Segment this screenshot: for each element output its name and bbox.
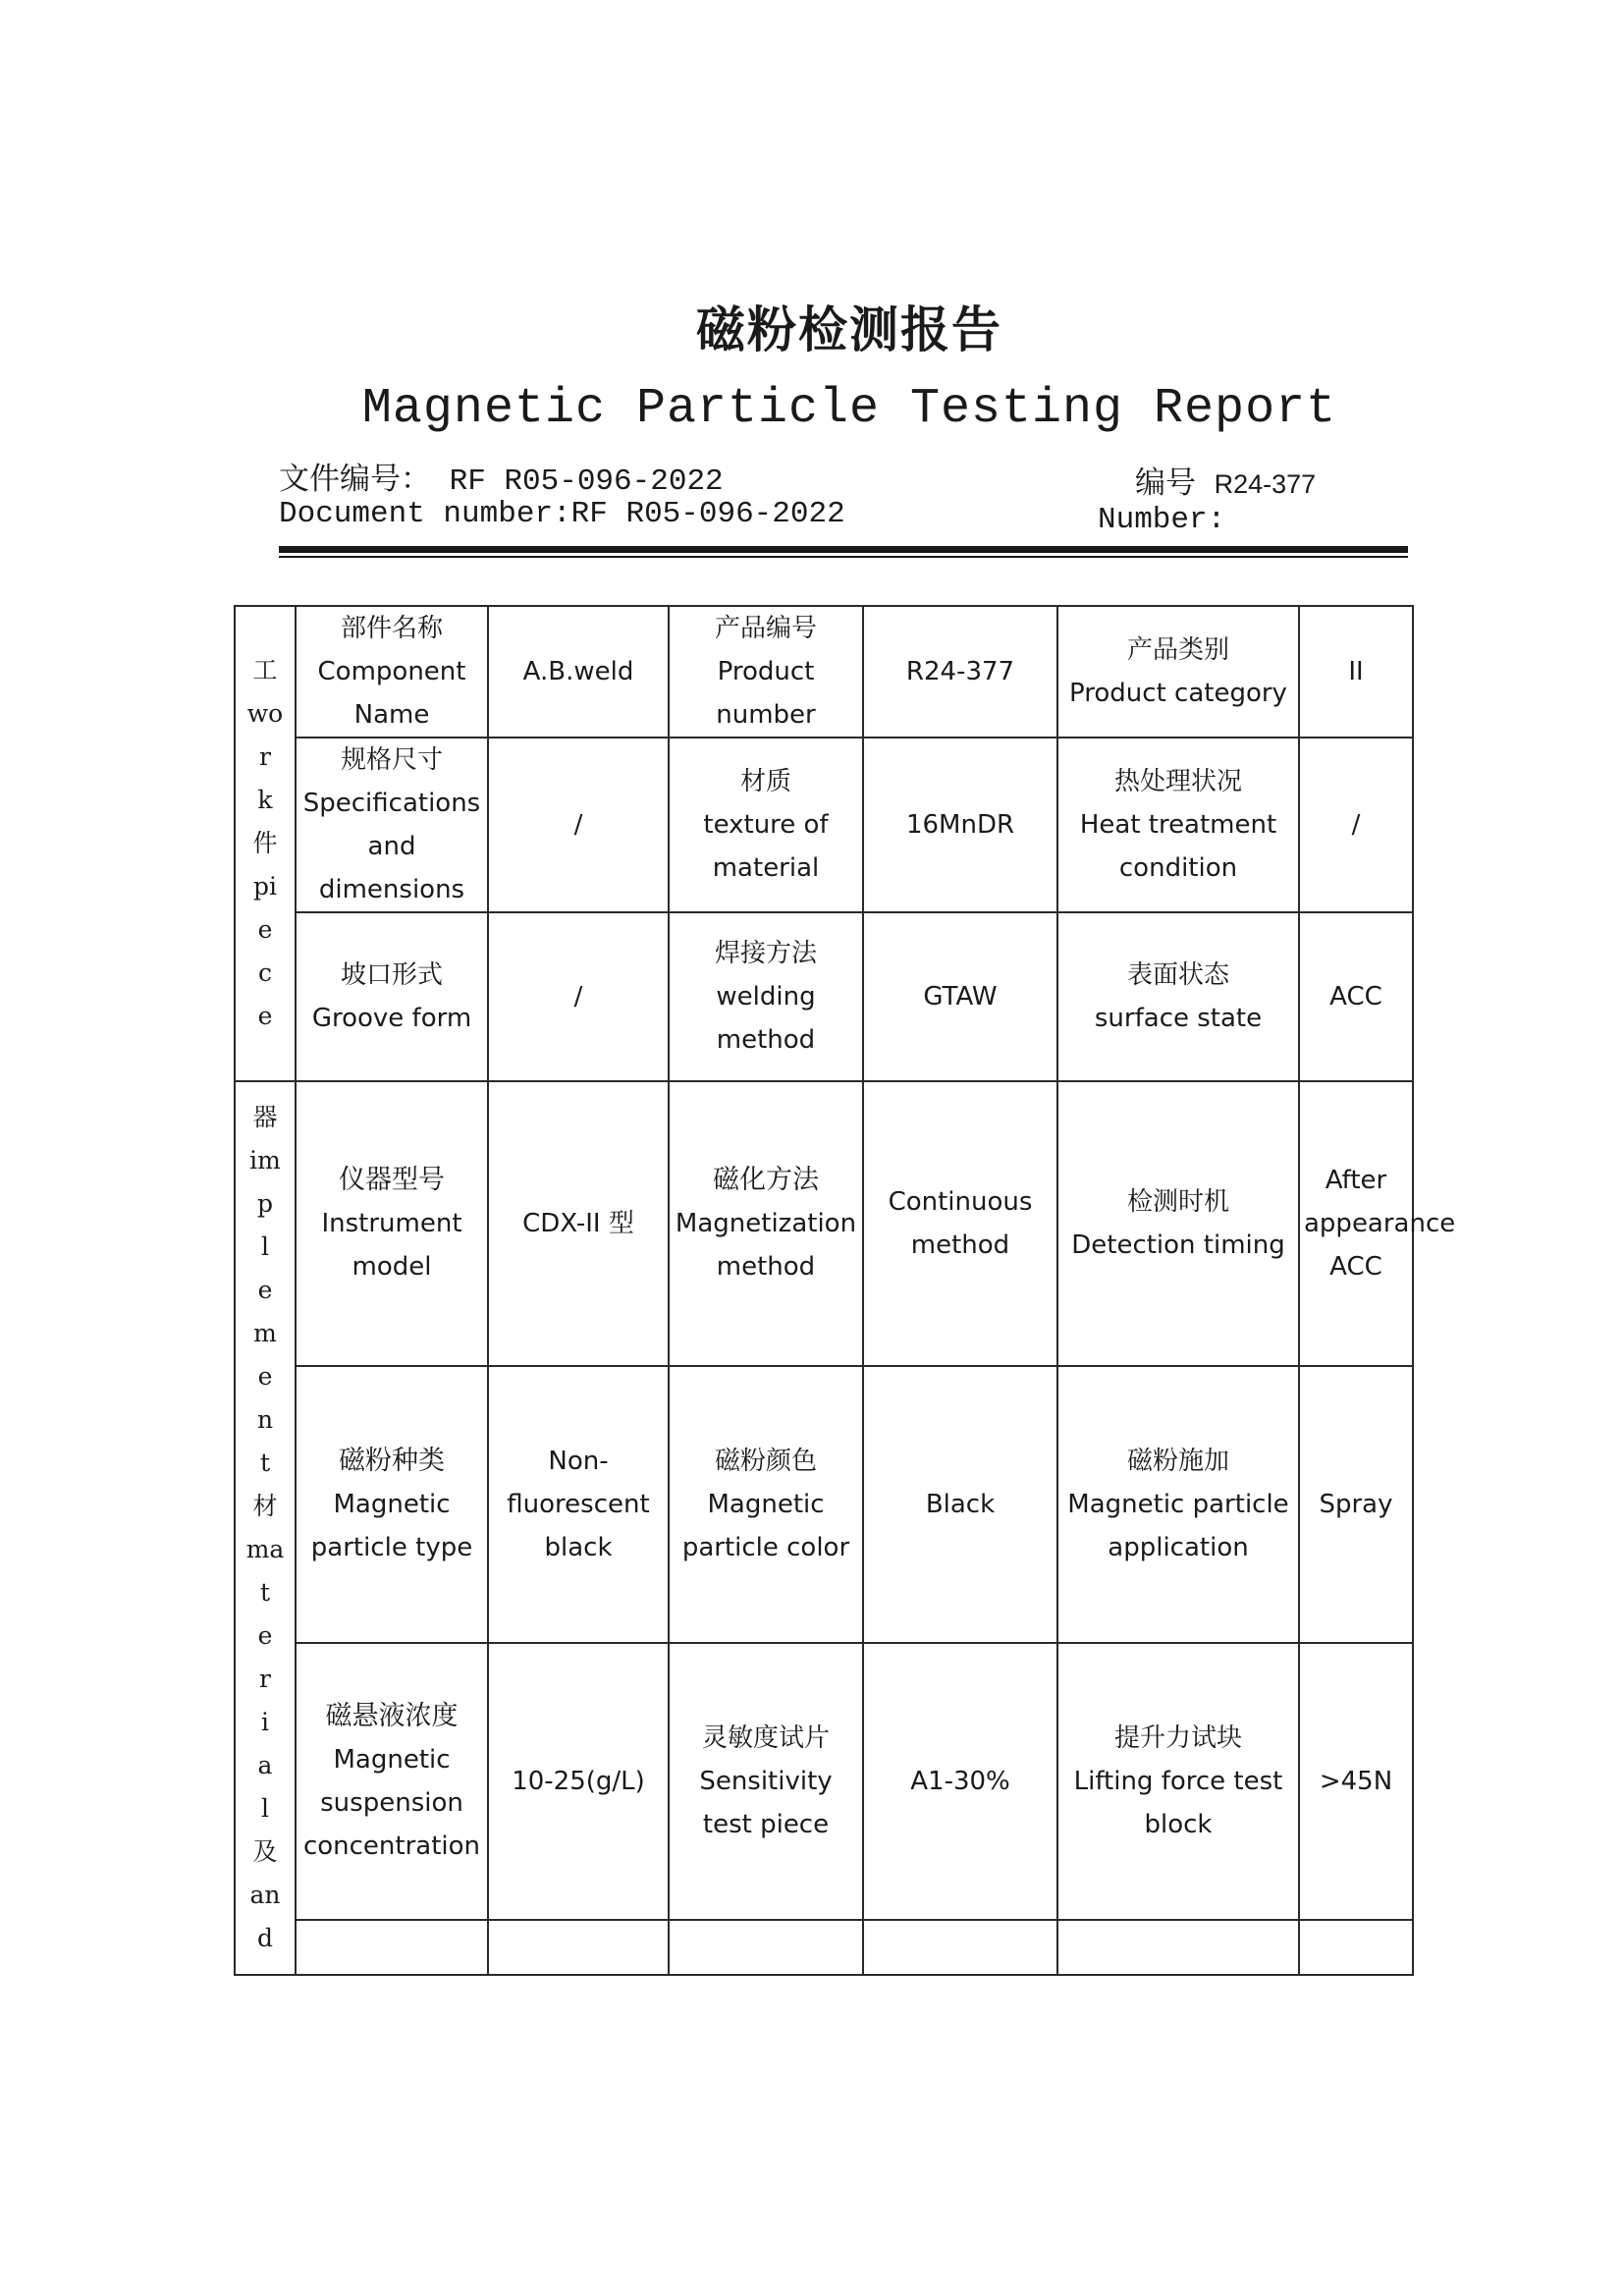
- header-rule-thin: [279, 556, 1408, 558]
- product-number-value: R24-377: [863, 606, 1057, 738]
- detection-timing-label: 检测时机 Detection timing: [1057, 1081, 1299, 1366]
- table-row: [235, 738, 1413, 912]
- table-row: [235, 912, 1413, 1081]
- suspension-concentration-label: 磁悬液浓度 Magnetic suspension concentration: [296, 1643, 488, 1920]
- product-category-value: II: [1299, 606, 1413, 738]
- doc-number-label-en: Document number:: [279, 497, 571, 531]
- section-label-char: im: [249, 1146, 281, 1175]
- surface-state-value: ACC: [1299, 912, 1413, 1081]
- lifting-force-value: >45N: [1299, 1643, 1413, 1920]
- doc-number-label-cn: 文件编号：: [279, 465, 431, 499]
- section-label-char: 及: [252, 1837, 278, 1866]
- report-table: [234, 605, 1456, 1976]
- table-row: [235, 1366, 1413, 1643]
- section-label-char: an: [249, 1881, 281, 1909]
- specifications-value: /: [488, 738, 669, 912]
- welding-method-value: GTAW: [863, 912, 1057, 1081]
- implement-section-label: [235, 1081, 296, 1975]
- empty-cell: [296, 1920, 488, 1975]
- welding-method-label: 焊接方法 welding method: [669, 912, 863, 1081]
- section-label-char: e: [257, 1276, 273, 1304]
- sensitivity-piece-label: 灵敏度试片 Sensitivity test piece: [669, 1643, 863, 1920]
- doc-number-value-en: RF R05-096-2022: [570, 497, 845, 531]
- product-category-label: 产品类别 Product category: [1057, 606, 1299, 738]
- magnetization-method-label: 磁化方法 Magnetization method: [669, 1081, 863, 1366]
- detection-timing-value: After appearance ACC: [1299, 1081, 1413, 1366]
- section-label-char: 件: [252, 829, 278, 857]
- table-row: [235, 1643, 1413, 1920]
- number-value: R24-377: [1214, 469, 1317, 499]
- empty-cell: [669, 1920, 863, 1975]
- instrument-model-value: CDX-II 型: [488, 1081, 669, 1366]
- particle-type-value: Non-fluorescent black: [488, 1366, 669, 1643]
- component-name-value: A.B.weld: [488, 606, 669, 738]
- section-label-char: wo: [246, 699, 284, 728]
- lifting-force-label: 提升力试块 Lifting force test block: [1057, 1643, 1299, 1920]
- header-rule-thick: [279, 546, 1408, 553]
- product-number-label: 产品编号 Product number: [669, 606, 863, 738]
- number-line-cn: [1135, 458, 1316, 503]
- section-label-char: i: [261, 1708, 269, 1736]
- doc-number-line-en: [279, 497, 845, 531]
- heat-treatment-label: 热处理状况 Heat treatment condition: [1057, 738, 1299, 912]
- material-label: 材质 texture of material: [669, 738, 863, 912]
- table-row: [235, 1920, 1413, 1975]
- particle-color-value: Black: [863, 1366, 1057, 1643]
- groove-form-value: /: [488, 912, 669, 1081]
- component-name-label: 部件名称 Component Name: [296, 606, 488, 738]
- sensitivity-piece-value: A1-30%: [863, 1643, 1057, 1920]
- section-label-char: n: [256, 1405, 274, 1434]
- groove-form-label: 坡口形式 Groove form: [296, 912, 488, 1081]
- section-label-char: r: [259, 742, 271, 771]
- particle-type-label: 磁粉种类 Magnetic particle type: [296, 1366, 488, 1643]
- particle-application-label: 磁粉施加 Magnetic particle application: [1057, 1366, 1299, 1643]
- table-row: [235, 606, 1413, 738]
- magnetization-method-value: Continuous method: [863, 1081, 1057, 1366]
- section-label-char: p: [256, 1189, 273, 1218]
- section-label-char: 工: [252, 656, 278, 684]
- section-label-char: d: [256, 1924, 273, 1952]
- empty-cell: [1057, 1920, 1299, 1975]
- suspension-concentration-value: 10-25(g/L): [488, 1643, 669, 1920]
- empty-cell: [1299, 1920, 1413, 1975]
- section-label-char: pi: [253, 872, 277, 901]
- section-label-char: k: [257, 786, 273, 814]
- doc-number-line-cn: [279, 454, 724, 499]
- specifications-label: 规格尺寸 Specifications and dimensions: [296, 738, 488, 912]
- section-label-char: e: [257, 1362, 273, 1391]
- section-label-char: e: [257, 1002, 273, 1030]
- section-label-char: 材: [252, 1492, 278, 1520]
- doc-number-value-cn: RF R05-096-2022: [449, 465, 724, 499]
- section-label-char: ma: [245, 1535, 285, 1563]
- workpiece-section-label: [235, 606, 296, 1081]
- section-label-char: t: [259, 1578, 271, 1607]
- number-label-cn: 编号: [1135, 468, 1196, 503]
- number-label-en: Number:: [1098, 503, 1226, 537]
- empty-cell: [863, 1920, 1057, 1975]
- report-title-en: Magnetic Particle Testing Report: [361, 381, 1337, 437]
- instrument-model-label: 仪器型号 Instrument model: [296, 1081, 488, 1366]
- report-title-cn: 磁粉检测报告: [696, 301, 1002, 358]
- section-label-char: a: [257, 1751, 273, 1779]
- heat-treatment-value: /: [1299, 738, 1413, 912]
- material-value: 16MnDR: [863, 738, 1057, 912]
- section-label-char: e: [257, 915, 273, 944]
- empty-cell: [488, 1920, 669, 1975]
- section-label-char: l: [261, 1232, 269, 1261]
- section-label-char: l: [261, 1794, 269, 1823]
- section-label-char: c: [257, 958, 272, 987]
- table-row: [235, 1081, 1413, 1366]
- section-label-char: t: [259, 1449, 271, 1477]
- section-label-char: e: [257, 1621, 273, 1650]
- section-label-char: r: [259, 1665, 271, 1693]
- particle-application-value: Spray: [1299, 1366, 1413, 1643]
- particle-color-label: 磁粉颜色 Magnetic particle color: [669, 1366, 863, 1643]
- section-label-char: m: [253, 1319, 277, 1347]
- surface-state-label: 表面状态 surface state: [1057, 912, 1299, 1081]
- section-label-char: 器: [252, 1103, 278, 1131]
